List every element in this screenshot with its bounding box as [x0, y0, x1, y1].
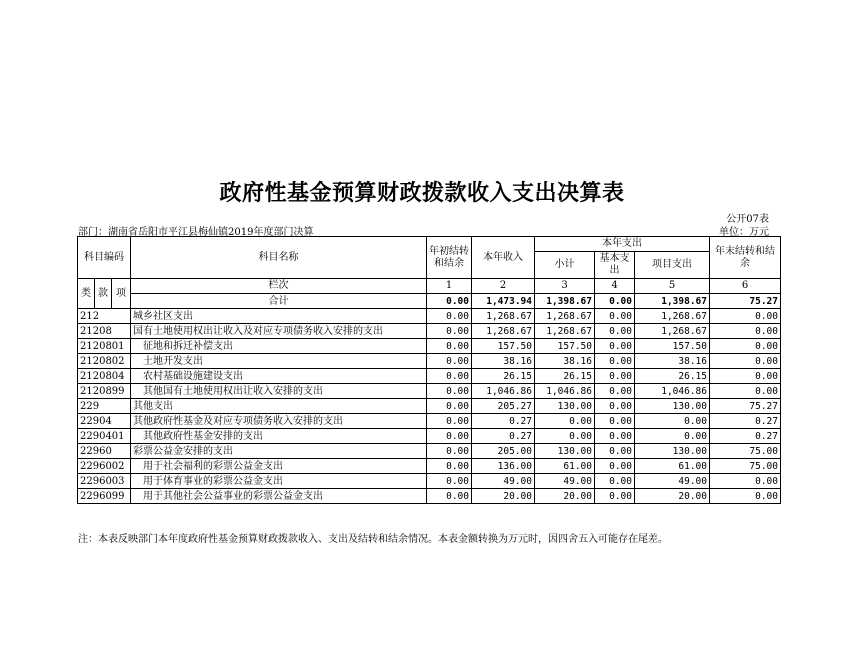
row-value: 0.27: [472, 429, 535, 444]
row-name: 其他政府性基金及对应专项债务收入安排的支出: [131, 414, 427, 429]
row-value: 0.00: [595, 459, 635, 474]
row-value: 20.00: [635, 489, 710, 504]
row-code: 2120804: [78, 369, 131, 384]
row-value: 1,268.67: [472, 309, 535, 324]
col-num-5: 5: [635, 279, 710, 294]
row-value: 20.00: [472, 489, 535, 504]
table-row: [78, 369, 781, 384]
row-value: 26.15: [535, 369, 595, 384]
row-name: 城乡社区支出: [131, 309, 427, 324]
total-cell: 1,398.67: [635, 294, 710, 309]
table-row: [78, 399, 781, 414]
row-value: 130.00: [535, 444, 595, 459]
row-code: 229: [78, 399, 131, 414]
row-value: 0.27: [710, 414, 781, 429]
row-value: 157.50: [535, 339, 595, 354]
row-value: 0.00: [427, 399, 472, 414]
table-row: [78, 309, 781, 324]
row-value: 1,268.67: [535, 309, 595, 324]
header-basic: 基本支出: [595, 252, 635, 279]
row-value: 0.00: [595, 354, 635, 369]
row-name: 用于社会福利的彩票公益金支出: [131, 459, 427, 474]
row-value: 0.00: [595, 474, 635, 489]
row-value: 0.00: [427, 309, 472, 324]
row-name: 彩票公益金安排的支出: [131, 444, 427, 459]
total-cell: 75.27: [710, 294, 781, 309]
row-value: 0.00: [427, 384, 472, 399]
row-value: 0.00: [427, 489, 472, 504]
col-num-2: 2: [472, 279, 535, 294]
row-value: 0.27: [710, 429, 781, 444]
table-row: [78, 354, 781, 369]
row-value: 0.00: [710, 489, 781, 504]
row-value: 136.00: [472, 459, 535, 474]
header-lei: 类: [78, 279, 95, 309]
row-code: 22960: [78, 444, 131, 459]
row-value: 0.00: [710, 324, 781, 339]
header-name: 科目名称: [131, 237, 427, 279]
row-value: 75.00: [710, 459, 781, 474]
page-title: 政府性基金预算财政拨款收入支出决算表: [219, 180, 625, 206]
table-row: [78, 414, 781, 429]
row-value: 49.00: [635, 474, 710, 489]
row-name: 其他政府性基金安排的支出: [131, 429, 427, 444]
row-value: 1,046.86: [635, 384, 710, 399]
col-num-4: 4: [595, 279, 635, 294]
row-name: 其他支出: [131, 399, 427, 414]
row-code: 2290401: [78, 429, 131, 444]
row-value: 0.00: [710, 384, 781, 399]
row-value: 0.00: [710, 309, 781, 324]
row-value: 0.00: [427, 459, 472, 474]
col-num-3: 3: [535, 279, 595, 294]
col-num-1: 1: [427, 279, 472, 294]
row-value: 38.16: [535, 354, 595, 369]
header-xiang: 项: [112, 279, 131, 309]
row-value: 0.00: [595, 444, 635, 459]
row-value: 130.00: [535, 399, 595, 414]
header-income: 本年收入: [472, 237, 535, 279]
total-cell: 1,398.67: [535, 294, 595, 309]
row-value: 26.15: [472, 369, 535, 384]
row-code: 2120899: [78, 384, 131, 399]
row-value: 0.00: [710, 474, 781, 489]
header-subtotal: 小计: [535, 252, 595, 279]
row-value: 0.00: [427, 474, 472, 489]
row-code: 2296002: [78, 459, 131, 474]
row-value: 1,268.67: [472, 324, 535, 339]
table-row: [78, 429, 781, 444]
row-code: 2120801: [78, 339, 131, 354]
row-value: 0.00: [635, 414, 710, 429]
row-code: 2120802: [78, 354, 131, 369]
column-label: 栏次: [131, 279, 427, 294]
form-number: 公开07表: [726, 214, 769, 225]
row-value: 205.00: [472, 444, 535, 459]
unit-label: 单位：万元: [719, 227, 769, 238]
row-value: 0.00: [595, 339, 635, 354]
row-value: 0.00: [635, 429, 710, 444]
row-value: 1,268.67: [635, 324, 710, 339]
row-value: 0.00: [710, 354, 781, 369]
row-value: 0.00: [427, 429, 472, 444]
total-cell: 0.00: [595, 294, 635, 309]
row-code: 22904: [78, 414, 131, 429]
row-value: 61.00: [535, 459, 595, 474]
row-name: 土地开发支出: [131, 354, 427, 369]
row-name: 国有土地使用权出让收入及对应专项债务收入安排的支出: [131, 324, 427, 339]
row-value: 0.00: [535, 429, 595, 444]
row-value: 1,046.86: [472, 384, 535, 399]
col-num-6: 6: [710, 279, 781, 294]
row-value: 0.00: [427, 339, 472, 354]
row-value: 75.27: [710, 399, 781, 414]
row-value: 38.16: [472, 354, 535, 369]
row-code: 212: [78, 309, 131, 324]
total-label: 合计: [131, 294, 427, 309]
row-name: 其他国有土地使用权出让收入安排的支出: [131, 384, 427, 399]
row-name: 用于体育事业的彩票公益金支出: [131, 474, 427, 489]
row-value: 0.00: [595, 324, 635, 339]
row-value: 1,268.67: [635, 309, 710, 324]
budget-table: [77, 236, 781, 504]
row-name: 农村基础设施建设支出: [131, 369, 427, 384]
table-row: [78, 489, 781, 504]
row-value: 75.00: [710, 444, 781, 459]
row-value: 0.00: [595, 489, 635, 504]
table-row: [78, 474, 781, 489]
department-label: 部门：湖南省岳阳市平江县梅仙镇2019年度部门决算: [78, 227, 314, 238]
row-value: 0.00: [710, 339, 781, 354]
row-value: 157.50: [635, 339, 710, 354]
row-value: 0.00: [427, 354, 472, 369]
header-project: 项目支出: [635, 252, 710, 279]
row-value: 61.00: [635, 459, 710, 474]
row-value: 205.27: [472, 399, 535, 414]
table-row: [78, 459, 781, 474]
row-value: 0.00: [427, 369, 472, 384]
row-value: 0.00: [595, 399, 635, 414]
row-name: 征地和拆迁补偿支出: [131, 339, 427, 354]
row-value: 1,046.86: [535, 384, 595, 399]
row-value: 157.50: [472, 339, 535, 354]
row-value: 26.15: [635, 369, 710, 384]
header-kuan: 款: [95, 279, 112, 309]
header-end-balance: 年末结转和结余: [710, 237, 781, 279]
row-value: 0.00: [595, 414, 635, 429]
row-value: 0.00: [595, 309, 635, 324]
row-value: 0.00: [595, 369, 635, 384]
row-value: 0.00: [595, 429, 635, 444]
table-row: [78, 444, 781, 459]
row-value: 0.00: [427, 324, 472, 339]
header-begin-balance: 年初结转和结余: [427, 237, 472, 279]
row-code: 2296099: [78, 489, 131, 504]
header-expense-group: 本年支出: [535, 237, 710, 252]
table-row: [78, 324, 781, 339]
row-code: 21208: [78, 324, 131, 339]
header-code: 科目编码: [78, 237, 131, 279]
row-value: 0.00: [427, 414, 472, 429]
row-value: 130.00: [635, 399, 710, 414]
row-value: 0.00: [595, 384, 635, 399]
row-value: 1,268.67: [535, 324, 595, 339]
row-value: 20.00: [535, 489, 595, 504]
row-value: 0.00: [535, 414, 595, 429]
row-name: 用于其他社会公益事业的彩票公益金支出: [131, 489, 427, 504]
row-code: 2296003: [78, 474, 131, 489]
table-row: [78, 339, 781, 354]
row-value: 130.00: [635, 444, 710, 459]
row-value: 0.27: [472, 414, 535, 429]
row-value: 0.00: [710, 369, 781, 384]
total-cell: 1,473.94: [472, 294, 535, 309]
table-row: [78, 384, 781, 399]
row-value: 0.00: [427, 444, 472, 459]
row-value: 49.00: [472, 474, 535, 489]
total-cell: 0.00: [427, 294, 472, 309]
row-value: 49.00: [535, 474, 595, 489]
row-value: 38.16: [635, 354, 710, 369]
footnote: 注：本表反映部门本年度政府性基金预算财政拨款收入、支出及结转和结余情况。本表金额转换为万元时，因四舍五入可能存在尾差。: [78, 534, 668, 545]
